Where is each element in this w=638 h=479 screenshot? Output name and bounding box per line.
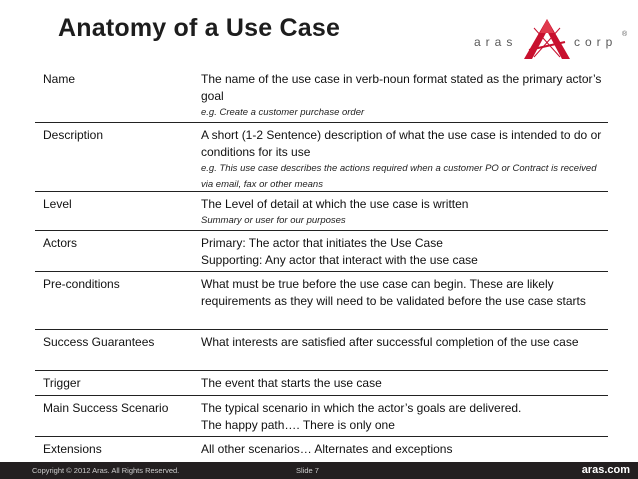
- row-label: Description: [43, 128, 104, 142]
- use-case-table: [35, 67, 608, 458]
- row-description: [201, 235, 606, 269]
- row-label: Extensions: [43, 442, 102, 456]
- row-label: Actors: [43, 236, 78, 250]
- row-description: [201, 441, 606, 458]
- row-description: [201, 375, 606, 392]
- row-description-text: The name of the use case in verb-noun format stated as the primary actor’s goal: [201, 72, 602, 103]
- row-description-text: What interests are satisfied after successful completion of the use case: [201, 335, 579, 349]
- table-row-preconditions: [35, 272, 608, 330]
- row-description-text: What must be true before the use case can begin. These are likely requirements as they will need to be validated before the use case starts: [201, 277, 586, 308]
- row-example: e.g. Create a customer purchase order: [201, 107, 365, 118]
- row-example: Summary or user for our purposes: [201, 215, 346, 226]
- row-label: Level: [43, 197, 72, 211]
- row-description: [201, 400, 606, 434]
- row-description-text: Primary: The actor that initiates the Use Case: [201, 236, 443, 250]
- logo-word-corp: corp: [574, 35, 618, 49]
- row-description-text: The event that starts the use case: [201, 376, 382, 390]
- row-description-text-2: The happy path…. There is only one: [201, 418, 395, 432]
- logo-registered-mark: ®: [622, 31, 628, 38]
- row-description: [201, 196, 606, 229]
- logo-word-aras: aras: [474, 35, 518, 49]
- aras-corp-logo: [474, 17, 629, 61]
- table-row-success-guarantees: [35, 330, 608, 371]
- row-label: Main Success Scenario: [43, 401, 169, 415]
- table-row-level: [35, 192, 608, 231]
- aras-a-logo-icon: [520, 17, 574, 61]
- table-row-extensions: [35, 437, 608, 458]
- row-description-text: The Level of detail at which the use case is written: [201, 197, 469, 211]
- row-description: [201, 71, 606, 121]
- footer-bar: [0, 462, 638, 479]
- row-label: Pre-conditions: [43, 277, 120, 291]
- row-description: [201, 276, 606, 310]
- row-description: [201, 127, 606, 193]
- row-label: Success Guarantees: [43, 335, 155, 349]
- row-description-text: The typical scenario in which the actor’s goals are delivered.: [201, 401, 522, 415]
- row-description-text-2: Supporting: Any actor that interact with the use case: [201, 253, 478, 267]
- row-example: e.g. This use case describes the actions required when a customer PO or Contract is received via email, fax or other means: [201, 163, 597, 190]
- row-description: [201, 334, 606, 351]
- page-title: Anatomy of a Use Case: [58, 14, 341, 42]
- site-link[interactable]: aras.com: [581, 464, 630, 476]
- row-label: Name: [43, 72, 76, 86]
- table-row-main-success-scenario: [35, 396, 608, 437]
- table-row-trigger: [35, 371, 608, 396]
- copyright-text: Copyright © 2012 Aras. All Rights Reserved.: [32, 466, 180, 475]
- row-description-text: All other scenarios… Alternates and exceptions: [201, 442, 453, 456]
- table-row-description: [35, 123, 608, 192]
- slide-number: Slide 7: [296, 466, 319, 475]
- row-description-text: A short (1-2 Sentence) description of what the use case is intended to do or conditions for its use: [201, 128, 602, 159]
- table-row-name: [35, 67, 608, 123]
- table-row-actors: [35, 231, 608, 272]
- row-label: Trigger: [43, 376, 81, 390]
